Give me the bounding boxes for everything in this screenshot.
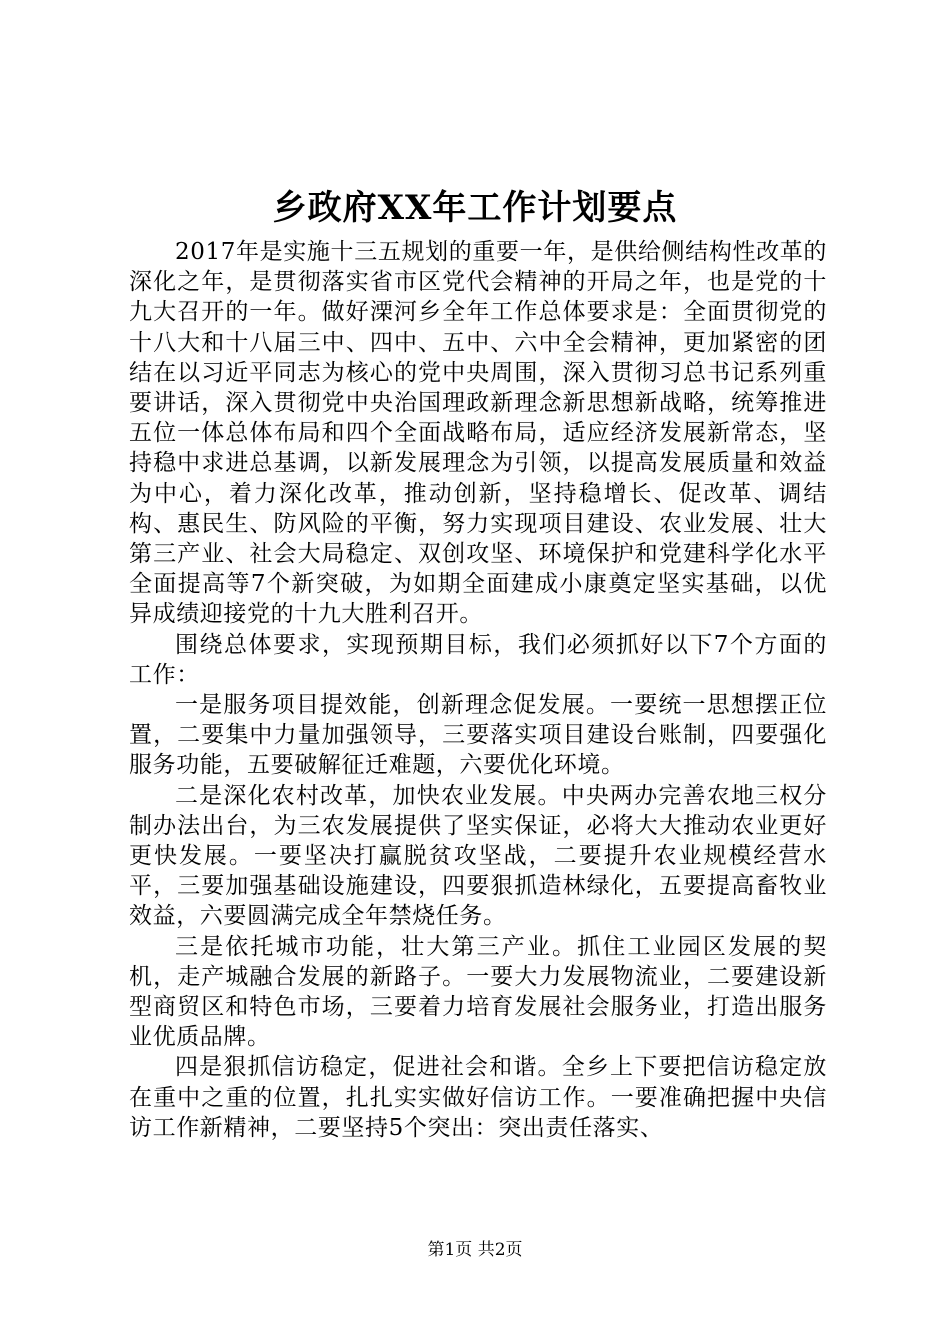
paragraph-item-four-petition-stability: 四是狠抓信访稳定，促进社会和谐。全乡上下要把信访稳定放在重中之重的位置，扎扎实实做好信访工作。一要准确把握中央信访工作新精神，二要坚持5个突出：突出责任落实、 (129, 1054, 827, 1141)
paragraph-item-three-tertiary-industry: 三是依托城市功能，壮大第三产业。抓住工业园区发展的契机，走产城融合发展的新路子。一要大力发展物流业，二要建设新型商贸区和特色市场，三要着力培育发展社会服务业，打造出服务业优质品牌。 (129, 933, 827, 1051)
document-body (129, 237, 827, 1143)
paragraph-overall-requirements: 2017年是实施十三五规划的重要一年，是供给侧结构性改革的深化之年，是贯彻落实省市区党代会精神的开局之年，也是党的十九大召开的一年。做好溧河乡全年工作总体要求是：全面贯彻党的十八大和十八届三中、四中、五中、六中全会精神，更加紧密的团结在以习近平同志为核心的党中央周围，深入贯彻习总书记系列重要讲话，深入贯彻党中央治国理政新理念新思想新战略，统筹推进五位一体总体布局和四个全面战略布局，适应经济发展新常态，坚持稳中求进总基调，以新发展理念为引领，以提高发展质量和效益为中心，着力深化改革，推动创新，坚持稳增长、促改革、调结构、惠民生、防风险的平衡，努力实现项目建设、农业发展、壮大第三产业、社会大局稳定、双创攻坚、环境保护和党建科学化水平全面提高等7个新突破，为如期全面建成小康奠定坚实基础，以优异成绩迎接党的十九大胜利召开。 (129, 239, 827, 628)
page-number-footer: 第1页 共2页 (427, 1240, 523, 1260)
paragraph-seven-aspects-intro: 围绕总体要求，实现预期目标，我们必须抓好以下7个方面的工作： (129, 631, 827, 688)
paragraph-item-two-agriculture: 二是深化农村改革，加快农业发展。中央两办完善农地三权分制办法出台，为三农发展提供了坚实保证，必将大大推动农业更好更快发展。一要坚决打赢脱贫攻坚战，二要提升农业规模经营水平，三要加强基础设施建设，四要狠抓造林绿化，五要提高畜牧业效益，六要圆满完成全年禁烧任务。 (129, 782, 827, 930)
paragraph-item-one-projects: 一是服务项目提效能，创新理念促发展。一要统一思想摆正位置，二要集中力量加强领导，三要落实项目建设台账制，四要强化服务功能，五要破解征迁难题，六要优化环境。 (129, 692, 827, 779)
document-title: 乡政府XX年工作计划要点 (272, 188, 678, 228)
